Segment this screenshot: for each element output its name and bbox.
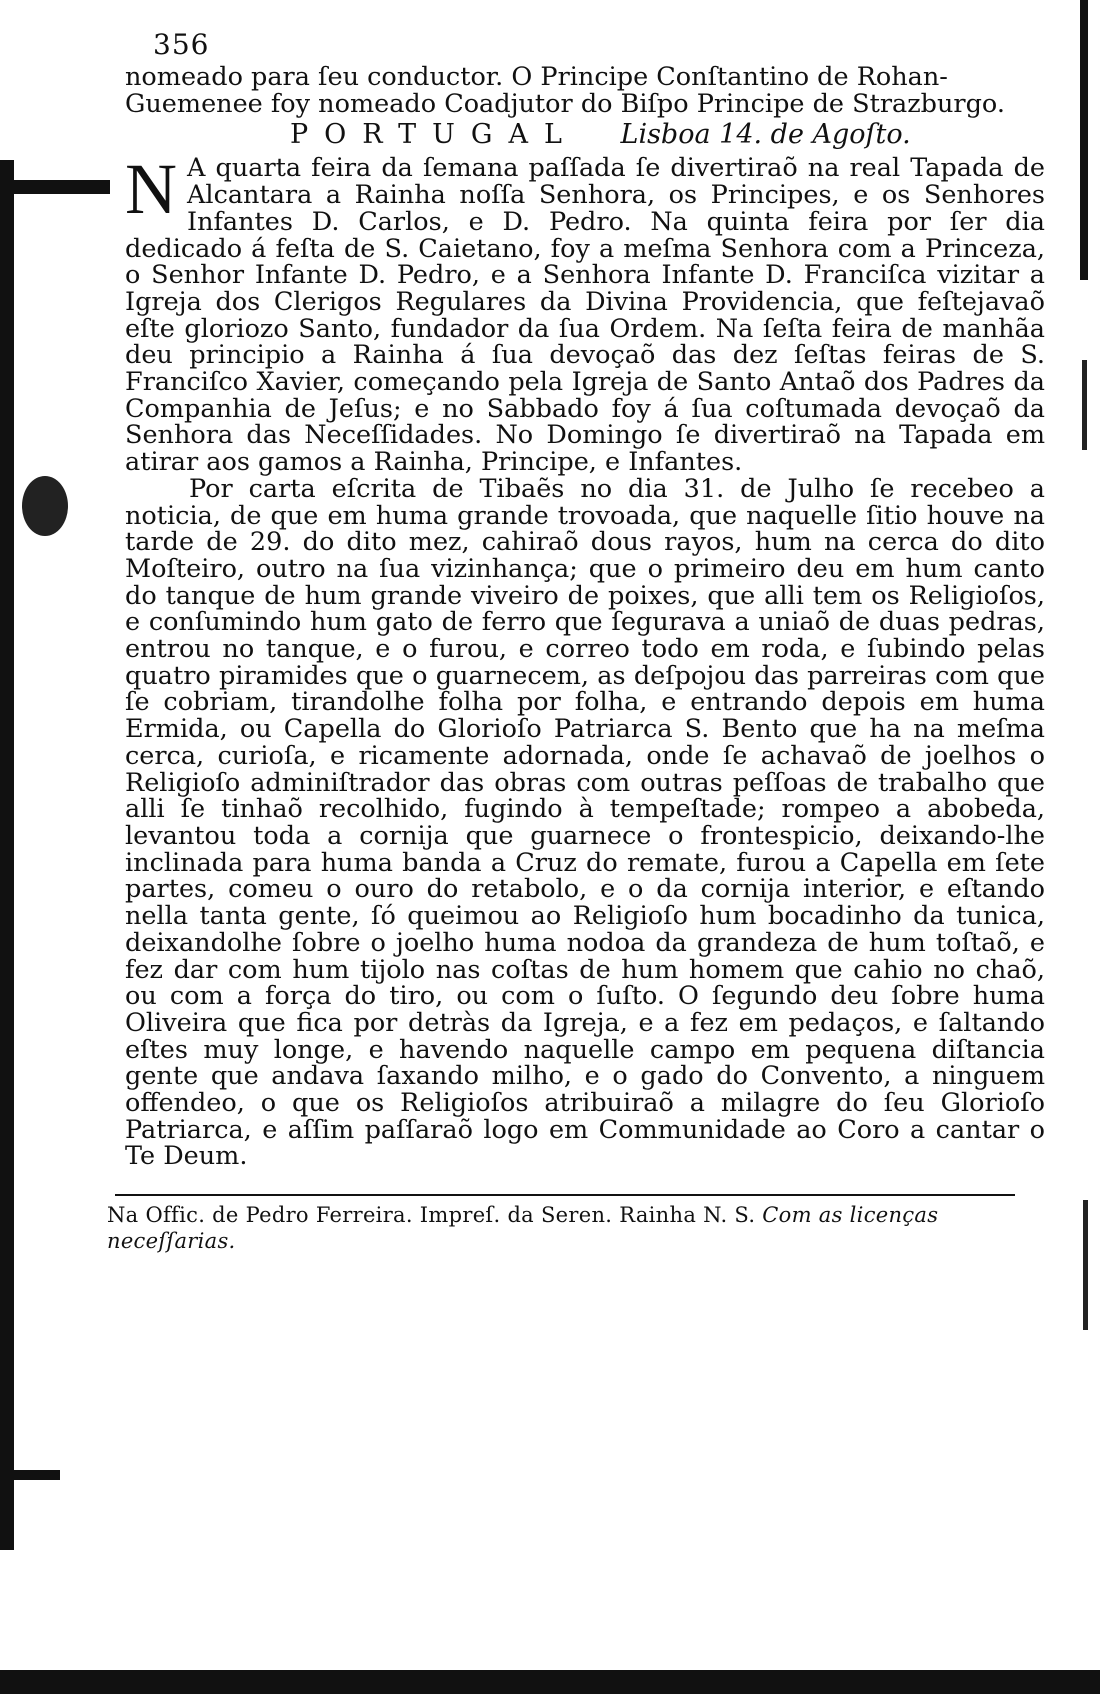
- ink-blot: [22, 476, 68, 536]
- drop-cap: N: [125, 149, 177, 230]
- imprint-line: [107, 1202, 1045, 1254]
- document-page: [107, 28, 1045, 1254]
- section-country: PORTUGAL: [290, 119, 578, 151]
- scan-edge-right: [1080, 0, 1088, 280]
- section-heading: [125, 119, 1045, 151]
- footer-rule: [115, 1194, 1015, 1196]
- continuation-line-1: nomeado para ſeu conductor. O Principe Conſtantino de Rohan-: [125, 62, 948, 92]
- first-paragraph-text: A quarta feira da ſemana paſſada ſe divertiraõ na real Tapada de Alcantara a Rainha noſſa Senhora, os Principes, e os Senhores Infantes D. Carlos, e D. Pedro. Na quinta feira por ſer dia dedicado á feſta de S. Caietano, foy a meſma Senhora com a Princeza, o Senhor Infante D. Pedro, e a Senhora Infante D. Franciſca vizitar a Igreja dos Clerigos Regulares da Divina Providencia, que feſtejavaõ eſte gloriozo Santo, fundador da ſua Ordem. Na ſeſta feira de manhãa deu principio a Rainha á ſua devoçaõ das dez ſeſtas feiras de S. Franciſco Xavier, começando pela Igreja de Santo Antaõ dos Padres da Companhia de Jeſus; e no Sabbado foy á ſua coſtumada devoçaõ da Senhora das Neceſſidades. No Domingo ſe divertiraõ na Tapada em atirar aos gamos a Rainha, Principe, e Infantes.: [125, 153, 1045, 478]
- scan-shadow-left: [0, 160, 14, 1550]
- scan-edge-right-mark: [1082, 360, 1087, 450]
- first-paragraph: [125, 149, 1045, 478]
- imprint-printer: Na Offic. de Pedro Ferreira. Impreſ. da Seren. Rainha N. S.: [107, 1203, 756, 1228]
- scan-edge-right-mark-lower: [1083, 1200, 1088, 1330]
- continuation-line-2: Guemenee foy nomeado Coadjutor do Biſpo Principe de Strazburgo.: [125, 88, 1005, 119]
- scan-bottom-edge: [0, 1670, 1100, 1694]
- scan-bracket-top: [0, 180, 110, 194]
- second-paragraph: Por carta eſcrita de Tibaẽs no dia 31. de Julho ſe recebeo a noticia, de que em huma grande trovoada, que naquelle ſitio houve na tarde de 29. do dito mez, cahiraõ dous rayos, hum na cerca do dito Moſteiro, outro na ſua vizinhança; que o primeiro deu em hum canto do tanque de hum grande viveiro de poixes, que alli tem os Religioſos, e conſumindo hum gato de ferro que ſegurava a uniaõ de duas pedras, entrou no tanque, e o furou, e correo todo em roda, e ſubindo pelas quatro piramides que o guarnecem, as deſpojou das parreiras com que ſe cobriam, tirandolhe folha por folha, e entrando depois em huma Ermida, ou Capella do Glorioſo Patriarca S. Bento que ha na meſma cerca, curioſa, e ricamente adornada, onde ſe achavaõ de joelhos o Religioſo adminiſtrador das obras com outras peſſoas de trabalho que alli ſe tinhaõ recolhido, fugindo à tempeſtade; rompeo a abobeda, levantou toda a cornija que guarnece o frontespicio, deixando-lhe inclinada para huma banda a Cruz do remate, furou a Capella em ſete partes, comeu o ouro do retabolo, e o da cornija interior, e eſtando nella tanta gente, ſó queimou ao Religioſo hum bocadinho da tunica, deixandolhe ſobre o joelho huma nodoa da grandeza de hum toſtaõ, e fez dar com hum tijolo nas coſtas de hum homem que cahio no chaõ, ou com a força do tiro, ou com o ſuſto. O ſegundo deu ſobre huma Oliveira que fica por detràs da Igreja, e a fez em pedaços, e ſaltando eſtes muy longe, e havendo naquelle campo em pequena diſtancia gente que andava ſaxando milho, e o gado do Convento, a ninguem offendeo, o que os Religioſos atribuiraõ a milagre do ſeu Glorioſo Patriarca, e aſſim paſſaraõ logo em Communidade ao Coro a cantar o Te Deum.: [125, 473, 1045, 1172]
- section-dateline: Lisboa 14. de Agoſto.: [620, 119, 911, 151]
- page-number: 356: [153, 28, 210, 61]
- scan-bracket-bottom: [0, 1470, 60, 1480]
- imprint-license: Com as licenças neceſſarias.: [107, 1203, 939, 1254]
